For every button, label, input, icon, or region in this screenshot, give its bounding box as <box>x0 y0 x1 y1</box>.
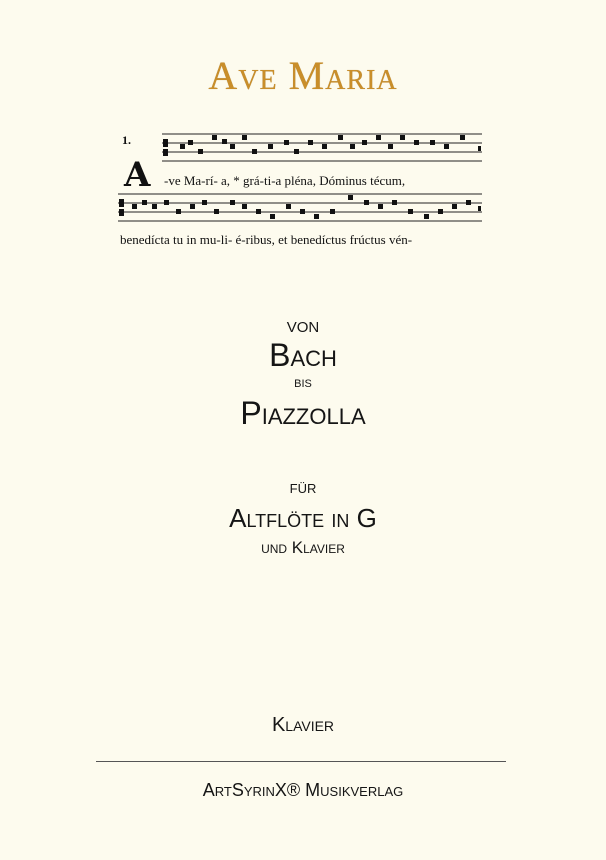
chant-neume <box>198 149 203 154</box>
bis-label: bis <box>294 374 312 391</box>
chant-neume <box>268 144 273 149</box>
chant-neume <box>230 144 235 149</box>
part-label: Klavier <box>271 714 335 736</box>
chant-neume <box>314 214 319 219</box>
publisher-label: ArtSyrinX® Musikverlag <box>202 780 404 800</box>
chant-neume <box>252 149 257 154</box>
chant-neume <box>202 200 207 205</box>
chant-neume <box>164 200 169 205</box>
chant-neume <box>132 204 137 209</box>
chant-neume <box>388 144 393 149</box>
cover-title: Ave Maria <box>208 53 398 98</box>
gregorian-chant-excerpt <box>118 126 488 256</box>
chant-neume <box>452 204 457 209</box>
verse-number: 1. <box>122 133 131 147</box>
chant-neume <box>286 204 291 209</box>
chant-neume <box>142 200 147 205</box>
chant-neume <box>212 135 217 140</box>
chant-neume <box>466 200 471 205</box>
von-label: von <box>286 312 320 337</box>
chant-neume <box>242 204 247 209</box>
divider-line <box>96 761 506 762</box>
instrument-label: Altflöte in G <box>229 503 377 533</box>
chant-neume <box>270 214 275 219</box>
chant-neume <box>222 139 227 144</box>
chant-neume <box>180 144 185 149</box>
chant-neume <box>392 200 397 205</box>
chant-neume <box>444 144 449 149</box>
chant-neume <box>400 135 405 140</box>
chant-initial-letter: A <box>124 155 151 195</box>
chant-neume <box>378 204 383 209</box>
chant-neume <box>190 204 195 209</box>
chant-neume <box>438 209 443 214</box>
chant-neume <box>308 140 313 145</box>
chant-neume <box>322 144 327 149</box>
chant-neume <box>348 195 353 200</box>
chant-neume <box>408 209 413 214</box>
chant-neume <box>376 135 381 140</box>
chant-neume <box>188 140 193 145</box>
chant-neume <box>424 214 429 219</box>
chant-neume <box>256 209 261 214</box>
chant-neume <box>414 140 419 145</box>
chant-neume <box>176 209 181 214</box>
chant-neume <box>242 135 247 140</box>
chant-neume <box>350 144 355 149</box>
chant-neume <box>430 140 435 145</box>
chant-lyrics-line-1: -ve Ma-rí- a, * grá-ti-a pléna, Dóminus técum, <box>164 173 406 188</box>
chant-neume <box>300 209 305 214</box>
chant-neume <box>152 204 157 209</box>
composer-piazzolla: Piazzolla <box>240 395 366 431</box>
chant-neume <box>460 135 465 140</box>
chant-lyrics-line-2: benedícta tu in mu-li- é-ribus, et benedíctus frúctus vén- <box>120 232 413 247</box>
und-klavier-label: und Klavier <box>261 538 345 557</box>
fuer-label: für <box>289 477 317 498</box>
composer-bach: Bach <box>269 337 337 373</box>
chant-neume <box>364 200 369 205</box>
chant-neume <box>214 209 219 214</box>
chant-neume <box>362 140 367 145</box>
chant-neume <box>284 140 289 145</box>
chant-neume <box>294 149 299 154</box>
chant-neume <box>230 200 235 205</box>
chant-neume <box>330 209 335 214</box>
chant-neume <box>338 135 343 140</box>
